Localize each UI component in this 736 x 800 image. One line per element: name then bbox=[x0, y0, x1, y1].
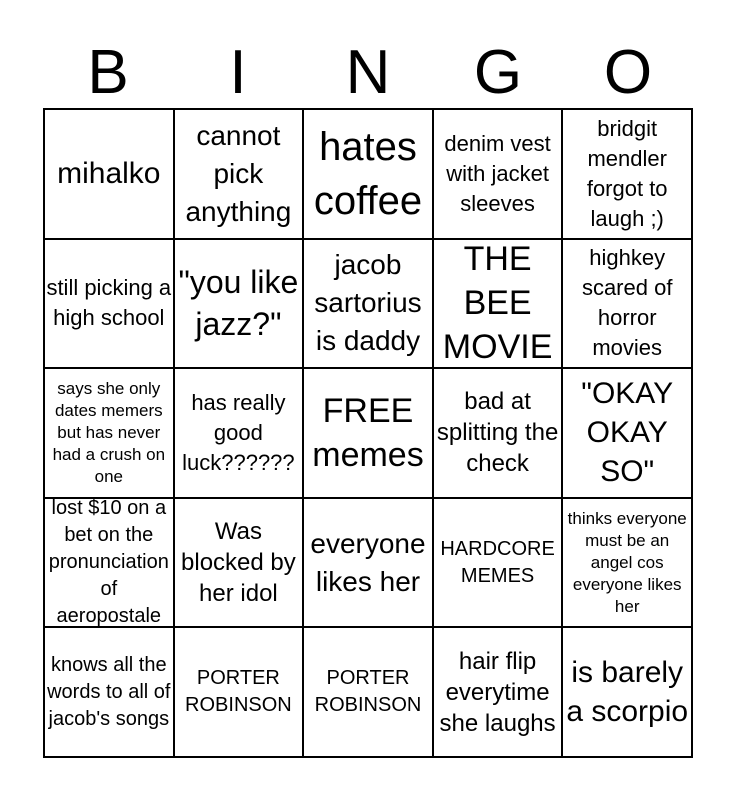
cell-text: mihalko bbox=[57, 157, 161, 191]
cell-text: PORTER ROBINSON bbox=[185, 667, 292, 717]
bingo-cell-r3c4[interactable] bbox=[433, 368, 563, 498]
cell-text: PORTER ROBINSON bbox=[314, 667, 422, 717]
cell-text: everyone likes her bbox=[310, 527, 426, 597]
cell-text: "OKAY OKAY SO" bbox=[581, 377, 674, 489]
bingo-cell-r3c5[interactable] bbox=[562, 368, 692, 498]
cell-text: says she only dates memers but has never had a crush on one bbox=[52, 378, 166, 486]
bingo-cell-r4c5[interactable] bbox=[562, 498, 692, 628]
bingo-cell-r2c4[interactable] bbox=[433, 239, 563, 369]
bingo-cell-r4c1[interactable] bbox=[44, 498, 174, 628]
cell-text: FREE memes bbox=[312, 391, 424, 474]
bingo-cell-r4c2[interactable] bbox=[174, 498, 304, 628]
bingo-cell-r5c5[interactable] bbox=[562, 627, 692, 757]
bingo-cell-r5c2[interactable] bbox=[174, 627, 304, 757]
bingo-header bbox=[43, 38, 693, 108]
cell-text: bad at splitting the check bbox=[436, 388, 559, 478]
bingo-cell-r3c1[interactable] bbox=[44, 368, 174, 498]
bingo-cell-r1c3[interactable] bbox=[303, 109, 433, 239]
bingo-cell-r2c2[interactable] bbox=[174, 239, 304, 369]
bingo-cell-r2c1[interactable] bbox=[44, 239, 174, 369]
bingo-cell-r3c2[interactable] bbox=[174, 368, 304, 498]
bingo-board bbox=[43, 108, 693, 758]
bingo-cell-r5c4[interactable] bbox=[433, 627, 563, 757]
header-letter-o: O bbox=[603, 38, 653, 107]
cell-text: has really good luck?????? bbox=[182, 389, 295, 475]
cell-text: HARDCORE MEMES bbox=[440, 537, 555, 587]
bingo-cell-r2c5[interactable] bbox=[562, 239, 692, 369]
cell-text: cannot pick anything bbox=[185, 119, 292, 227]
cell-text: "you like jazz?" bbox=[178, 264, 299, 343]
cell-text: THE BEE MOVIE bbox=[442, 240, 553, 367]
bingo-cell-r4c4[interactable] bbox=[433, 498, 563, 628]
header-letter-b: B bbox=[87, 38, 129, 107]
bingo-cell-r5c3[interactable] bbox=[303, 627, 433, 757]
cell-text: Was blocked by her idol bbox=[181, 518, 296, 608]
cell-text: lost $10 on a bet on the pronunciation of aeropostale bbox=[48, 497, 169, 628]
cell-text: still picking a high school bbox=[46, 275, 172, 331]
cell-text: denim vest with jacket sleeves bbox=[444, 130, 551, 216]
cell-text: hates coffee bbox=[313, 124, 423, 223]
cell-text: is barely a scorpio bbox=[566, 656, 689, 729]
bingo-cell-r4c3[interactable] bbox=[303, 498, 433, 628]
header-letter-i: I bbox=[229, 38, 247, 107]
bingo-cell-r1c4[interactable] bbox=[433, 109, 563, 239]
bingo-cell-r3c3[interactable] bbox=[303, 368, 433, 498]
bingo-cell-r5c1[interactable] bbox=[44, 627, 174, 757]
cell-text: thinks everyone must be an angel cos everyone likes her bbox=[567, 508, 687, 616]
cell-text: knows all the words to all of jacob's songs bbox=[47, 653, 171, 730]
bingo-cell-r1c2[interactable] bbox=[174, 109, 304, 239]
header-letter-g: G bbox=[473, 38, 523, 107]
bingo-cell-r1c5[interactable] bbox=[562, 109, 692, 239]
cell-text: bridgit mendler forgot to laugh ;) bbox=[586, 115, 668, 231]
header-letter-n: N bbox=[345, 38, 391, 107]
bingo-cell-r1c1[interactable] bbox=[44, 109, 174, 239]
cell-text: jacob sartorius is daddy bbox=[314, 249, 422, 357]
cell-text: highkey scared of horror movies bbox=[581, 245, 673, 361]
bingo-cell-r2c3[interactable] bbox=[303, 239, 433, 369]
cell-text: hair flip everytime she laughs bbox=[439, 647, 556, 737]
